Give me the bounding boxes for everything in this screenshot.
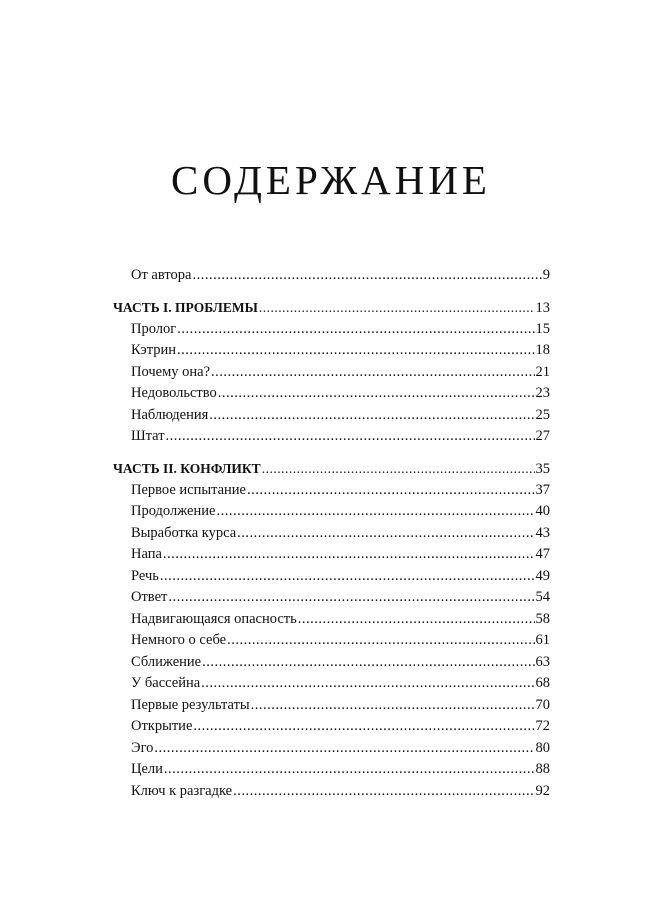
toc-leader-dots [211, 362, 534, 384]
toc-entry [113, 265, 550, 287]
toc-leader-dots [227, 630, 534, 652]
toc-entry [113, 480, 550, 502]
toc-page-number: 23 [535, 385, 550, 401]
toc-leader-dots [247, 480, 535, 502]
toc-page-number: 21 [535, 363, 550, 380]
toc-entry-label: Первые результаты [131, 696, 250, 713]
toc-entry-label: Сближение [131, 653, 202, 670]
toc-page-number: 35 [535, 461, 550, 477]
toc-entry [113, 673, 550, 695]
toc-leader-dots [251, 695, 535, 717]
toc-entry [113, 426, 550, 448]
toc-page-number: 9 [542, 267, 550, 283]
toc-leader-dots [160, 566, 535, 588]
toc-entry [113, 523, 550, 545]
toc-entry-label: Цели [131, 761, 163, 777]
toc-leader-dots [177, 340, 535, 362]
toc-page-number: 40 [535, 503, 550, 519]
toc-entry-label: Открытие [131, 718, 193, 734]
toc-entry-label: От автора [131, 267, 192, 283]
toc-page-number: 54 [535, 589, 550, 605]
toc-entry [113, 630, 550, 652]
toc-leader-dots [192, 265, 541, 287]
toc-leader-dots [163, 544, 535, 566]
toc-entry [113, 501, 550, 523]
toc-entry [113, 544, 550, 566]
toc-entry-label: Напа [131, 546, 162, 562]
toc-entry-label: Штат [131, 428, 165, 444]
toc-entry-label: Наблюдения [131, 406, 209, 423]
toc-entry [113, 652, 550, 674]
toc-entry [113, 319, 550, 341]
toc-page-number: 18 [535, 342, 550, 358]
toc-leader-dots [154, 738, 534, 760]
toc-leader-dots [202, 652, 534, 674]
toc-entry-label: Немного о себе [131, 632, 227, 648]
toc-page-number: 25 [535, 406, 550, 423]
toc-page-number: 63 [535, 653, 550, 670]
toc-entry-label: ЧАСТЬ I. ПРОБЛЕМЫ [113, 300, 258, 315]
toc-entry [113, 566, 550, 588]
toc-leader-dots [201, 673, 534, 695]
toc-entry [113, 781, 550, 803]
toc-page-number: 15 [535, 320, 550, 337]
toc-entry-label: Пролог [131, 320, 177, 337]
toc-entry [113, 587, 550, 609]
toc-entry-label: Продолжение [131, 503, 216, 519]
toc-page-number: 43 [535, 524, 550, 541]
toc-leader-dots [262, 458, 535, 480]
toc-leader-dots [298, 609, 535, 631]
toc-page-number: 92 [535, 782, 550, 799]
toc-entry [113, 738, 550, 760]
toc-entry-label: Эго [131, 739, 154, 756]
toc-part-heading [113, 458, 550, 480]
toc-entry [113, 695, 550, 717]
toc-part-heading [113, 297, 550, 319]
toc-page-number: 80 [535, 739, 550, 756]
toc-entry-label: Выработка курса [131, 524, 237, 541]
toc-page-number: 88 [535, 761, 550, 777]
toc-leader-dots [218, 383, 535, 405]
toc-leader-dots [168, 587, 534, 609]
toc-page-number: 47 [535, 546, 550, 562]
toc-leader-dots [216, 501, 534, 523]
toc-entry [113, 405, 550, 427]
toc-leader-dots [193, 716, 534, 738]
toc-entry [113, 759, 550, 781]
toc-page-number: 37 [535, 481, 550, 498]
toc-entry [113, 609, 550, 631]
toc-page-number: 58 [535, 610, 550, 627]
page-title: СОДЕРЖАНИЕ [171, 157, 491, 203]
toc-entry-label: Недовольство [131, 385, 217, 401]
toc-page-number: 13 [535, 300, 550, 316]
toc-entry-label: Речь [131, 567, 159, 584]
table-of-contents [113, 265, 550, 802]
toc-leader-dots [164, 759, 535, 781]
toc-entry-label: Ключ к разгадке [131, 782, 233, 799]
toc-leader-dots [166, 426, 535, 448]
toc-entry-label: ЧАСТЬ II. КОНФЛИКТ [113, 461, 261, 476]
toc-leader-dots [259, 297, 535, 319]
toc-page-number: 49 [535, 567, 550, 584]
toc-entry-label: Первое испытание [131, 481, 246, 498]
toc-leader-dots [237, 523, 534, 545]
toc-page-number: 68 [535, 675, 550, 691]
toc-page-number: 72 [535, 718, 550, 734]
toc-entry-label: Почему она? [131, 363, 211, 380]
toc-entry-label: Кэтрин [131, 342, 176, 358]
toc-entry [113, 383, 550, 405]
toc-entry-label: Ответ [131, 589, 168, 605]
toc-entry-label: У бассейна [131, 675, 201, 691]
toc-page-number: 61 [535, 632, 550, 648]
toc-page-number: 27 [535, 428, 550, 444]
toc-entry-label: Надвигающаяся опасность [131, 610, 297, 627]
toc-leader-dots [233, 781, 534, 803]
toc-leader-dots [209, 405, 534, 427]
toc-entry [113, 716, 550, 738]
toc-page-number: 70 [535, 696, 550, 713]
toc-leader-dots [177, 319, 534, 341]
toc-entry [113, 340, 550, 362]
toc-entry [113, 362, 550, 384]
